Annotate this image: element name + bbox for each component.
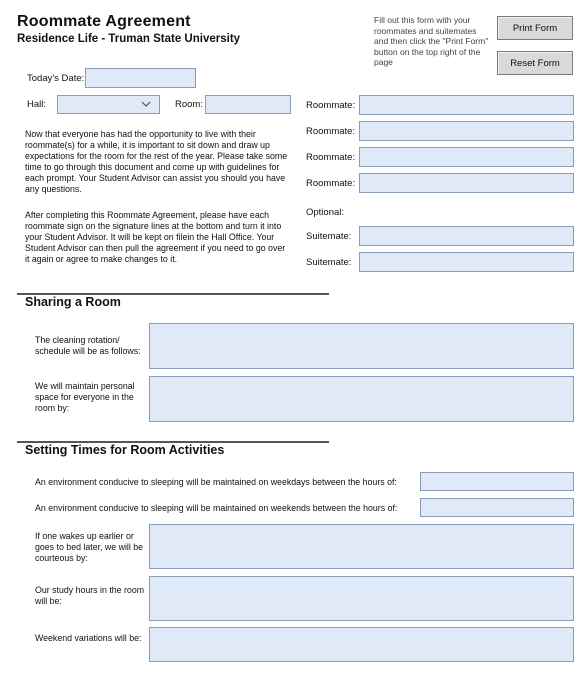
chevron-down-icon	[141, 99, 151, 109]
weekdays-sleep-field[interactable]	[420, 472, 574, 491]
study-hours-label: Our study hours in the room will be:	[35, 585, 145, 606]
weekend-variations-label: Weekend variations will be:	[35, 633, 142, 643]
courteous-label: If one wakes up earlier or goes to bed later, we will be courteous by:	[35, 531, 144, 563]
hall-label: Hall:	[27, 99, 47, 110]
room-field[interactable]	[205, 95, 291, 114]
study-hours-field[interactable]	[149, 576, 574, 621]
roommate-1-label: Roommate:	[306, 100, 356, 111]
intro-paragraph-1: Now that everyone has had the opportunity to live with their roommate(s) for a while, it is important to sit down and draw up expectations for the room for the rest of the year. Please take some time to go through this document and come up with guidelines for each prompt. Your Student Advisor can assist you should you have any questions.	[25, 129, 288, 194]
roommate-2-field[interactable]	[359, 121, 574, 141]
intro-paragraph-2: After completing this Roommate Agreement, please have each roommate sign on the signature lines at the bottom and turn it into your Student Advisor. It will be kept on filein the Hall Office. Your Student Advisor can then pull the agreement if you need to go over it again or agree to make changes to it.	[25, 210, 286, 264]
roommate-4-field[interactable]	[359, 173, 574, 193]
suitemate-2-label: Suitemate:	[306, 257, 352, 268]
sharing-heading: Sharing a Room	[25, 295, 121, 309]
roommate-3-label: Roommate:	[306, 152, 356, 163]
personal-space-label: We will maintain personal space for everyone in the room by:	[35, 381, 135, 413]
instructions-text: Fill out this form with your roommates and suitemates and then click the "Print Form" button on the top right of the page	[374, 15, 489, 68]
courteous-field[interactable]	[149, 524, 574, 569]
cleaning-label: The cleaning rotation/ schedule will be as follows:	[35, 335, 141, 356]
optional-label: Optional:	[306, 207, 345, 218]
roommate-1-field[interactable]	[359, 95, 574, 115]
roommate-2-label: Roommate:	[306, 126, 356, 137]
suitemate-1-label: Suitemate:	[306, 231, 352, 242]
weekends-sleep-label: An environment conducive to sleeping will be maintained on weekends between the hours of:	[35, 503, 398, 513]
weekend-variations-field[interactable]	[149, 627, 574, 662]
page-title: Roommate Agreement	[17, 13, 191, 30]
personal-space-field[interactable]	[149, 376, 574, 422]
todays-date-label: Today's Date:	[27, 73, 85, 84]
suitemate-2-field[interactable]	[359, 252, 574, 272]
page-subtitle: Residence Life - Truman State University	[17, 33, 241, 45]
suitemate-1-field[interactable]	[359, 226, 574, 246]
hall-select[interactable]	[57, 95, 160, 114]
times-heading: Setting Times for Room Activities	[25, 443, 225, 457]
todays-date-field[interactable]	[85, 68, 196, 88]
print-form-button[interactable]: Print Form	[497, 16, 573, 40]
room-label: Room:	[175, 99, 203, 110]
reset-form-button[interactable]: Reset Form	[497, 51, 573, 75]
weekdays-sleep-label: An environment conducive to sleeping will be maintained on weekdays between the hours of:	[35, 477, 397, 487]
roommate-4-label: Roommate:	[306, 178, 356, 189]
roommate-3-field[interactable]	[359, 147, 574, 167]
cleaning-field[interactable]	[149, 323, 574, 369]
weekends-sleep-field[interactable]	[420, 498, 574, 517]
